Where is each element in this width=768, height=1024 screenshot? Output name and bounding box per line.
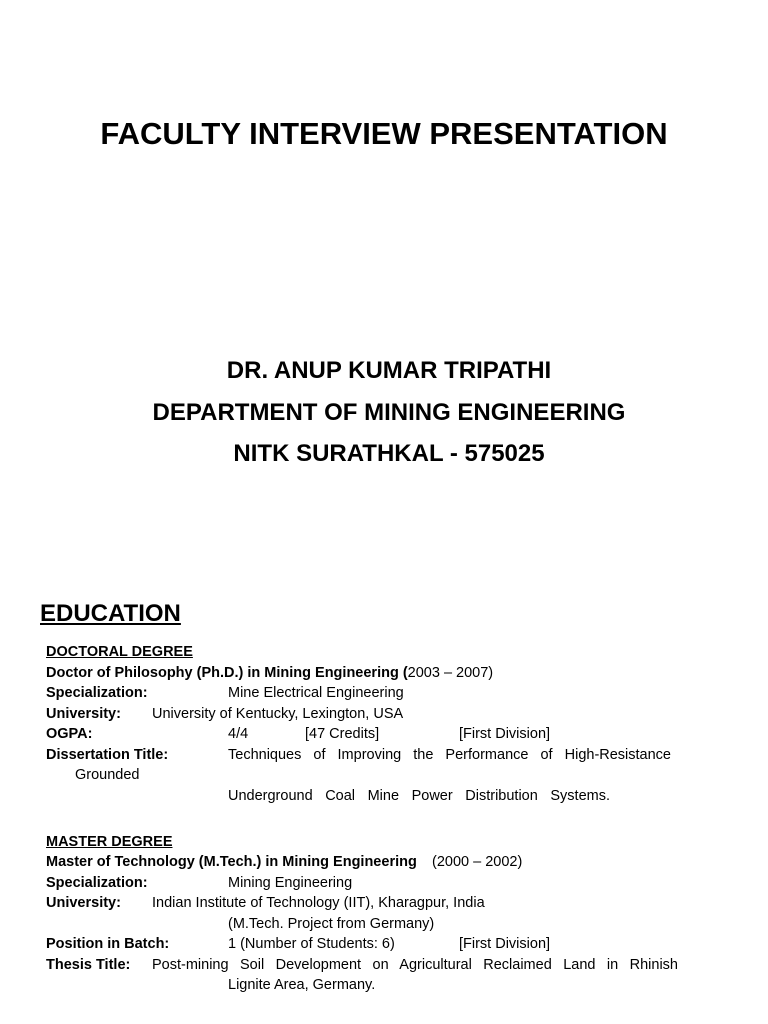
author-block — [0, 350, 768, 475]
doctoral-degree-line — [46, 663, 493, 683]
doctoral-dissertation-line3-row — [228, 786, 610, 806]
doctoral-dissertation-row — [46, 745, 686, 765]
master-degree: Master of Technology (M.Tech.) in Mining Engineering — [46, 854, 417, 870]
master-project-note: (M.Tech. Project from Germany) — [228, 916, 435, 932]
doctoral-dissertation-line2: Grounded — [75, 767, 140, 783]
doctoral-years: 2003 – 2007) — [407, 665, 494, 681]
master-thesis-row — [46, 955, 686, 975]
doctoral-dissertation-label: Dissertation Title: — [46, 747, 169, 763]
master-thesis-line2: Lignite Area, Germany. — [228, 977, 376, 993]
author-name: DR. ANUP KUMAR TRIPATHI — [226, 357, 552, 384]
master-section-title: MASTER DEGREE — [46, 834, 173, 850]
doctoral-dissertation-line1: Techniques of Improving the Performance of High-Resistance — [228, 747, 671, 763]
doctoral-credits: [47 Credits] — [305, 726, 380, 742]
doctoral-division: [First Division] — [459, 726, 551, 742]
doctoral-specialization-label: Specialization: — [46, 685, 148, 701]
master-position: 1 (Number of Students: 6) — [228, 936, 395, 952]
author-department: DEPARTMENT OF MINING ENGINEERING — [152, 398, 626, 426]
doctoral-dissertation-line3: Underground Coal Mine Power Distribution Systems. — [228, 788, 610, 804]
master-specialization: Mining Engineering — [228, 875, 353, 891]
master-university: Indian Institute of Technology (IIT), Kharagpur, India — [152, 895, 485, 911]
master-years: (2000 – 2002) — [432, 854, 523, 870]
doctoral-university: University of Kentucky, Lexington, USA — [152, 706, 404, 722]
master-position-label: Position in Batch: — [46, 936, 170, 952]
page-title: FACULTY INTERVIEW PRESENTATION — [100, 116, 668, 151]
doctoral-ogpa-label: OGPA: — [46, 726, 93, 742]
doctoral-specialization: Mine Electrical Engineering — [228, 685, 404, 701]
doctoral-section-title: DOCTORAL DEGREE — [46, 644, 193, 660]
doctoral-university-label: University: — [46, 706, 121, 722]
master-thesis-label: Thesis Title: — [46, 957, 131, 973]
doctoral-ogpa: 4/4 — [228, 726, 249, 742]
master-university-label: University: — [46, 895, 121, 911]
master-specialization-label: Specialization: — [46, 875, 148, 891]
master-division: [First Division] — [459, 936, 551, 952]
master-thesis-line1: Post-mining Soil Development on Agricultural Reclaimed Land in Rhinish — [152, 957, 678, 973]
master-degree-line — [46, 852, 686, 872]
author-institute: NITK SURATHKAL - 575025 — [233, 440, 545, 467]
education-heading: EDUCATION — [40, 600, 181, 627]
doctoral-degree: Doctor of Philosophy (Ph.D.) in Mining Engineering ( — [46, 665, 408, 681]
